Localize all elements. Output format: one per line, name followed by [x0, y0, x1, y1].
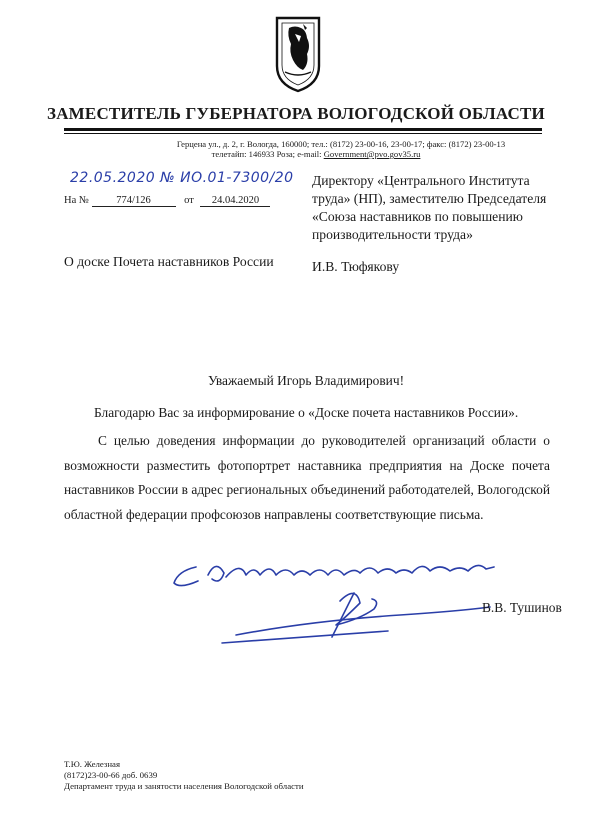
footer-phone: (8172)23-00-66 доб. 0639: [64, 770, 158, 780]
reference-from-date: 24.04.2020: [200, 195, 270, 207]
address-line-2-prefix: телетайп: 146933 Роза; e-mail:: [211, 149, 324, 159]
reference-from-label: от: [184, 195, 194, 206]
handwritten-registration-number: 22.05.2020 № ИО.01-7300/20: [70, 170, 294, 186]
letter-subject: О доске Почета наставников России: [64, 254, 274, 269]
organization-title: ЗАМЕСТИТЕЛЬ ГУБЕРНАТОРА ВОЛОГОДСКОЙ ОБЛАСТИ: [47, 104, 545, 123]
reference-on-label: На №: [64, 195, 89, 206]
address-line-1: Герцена ул., д. 2, г. Вологда, 160000; тел.: (8172) 23-00-16, 23-00-17; факс: (8172) 23-00-13: [176, 139, 506, 149]
addressee-block: Директору «Центрального Института труда» (НП), заместителю Председателя «Союза наставников по повышению производительности труда»: [312, 173, 547, 242]
signer-name: В.В. Тушинов: [482, 600, 562, 615]
body-paragraph-2: С целью доведения информации до руководителей организаций области о возможности разместить фотопортрет наставника предприятия на Доске почета наставников России в адрес региональных объединений работодателей, Вологодской областной федерации профсоюзов направлены соответствующие письма.: [64, 433, 550, 522]
coat-of-arms-emblem: [273, 14, 323, 94]
recipient-name: И.В. Тюфякову: [312, 259, 400, 274]
header-rule-thick: [64, 128, 542, 131]
handwritten-signature: [160, 545, 520, 660]
header-rule-thin: [64, 133, 542, 134]
email-link[interactable]: Government@pvo.gov35.ru: [323, 149, 421, 159]
address-line-2: [0, 149, 592, 159]
body-paragraph-1: Благодарю Вас за информирование о «Доске почета наставников России».: [94, 405, 519, 420]
footer-executor: Т.Ю. Железная: [64, 759, 121, 769]
reference-on-number: 774/126: [92, 195, 176, 207]
reference-line: [64, 195, 270, 207]
footer-department: Департамент труда и занятости населения Вологодской области: [64, 781, 304, 791]
greeting: Уважаемый Игорь Владимирович!: [207, 373, 405, 388]
